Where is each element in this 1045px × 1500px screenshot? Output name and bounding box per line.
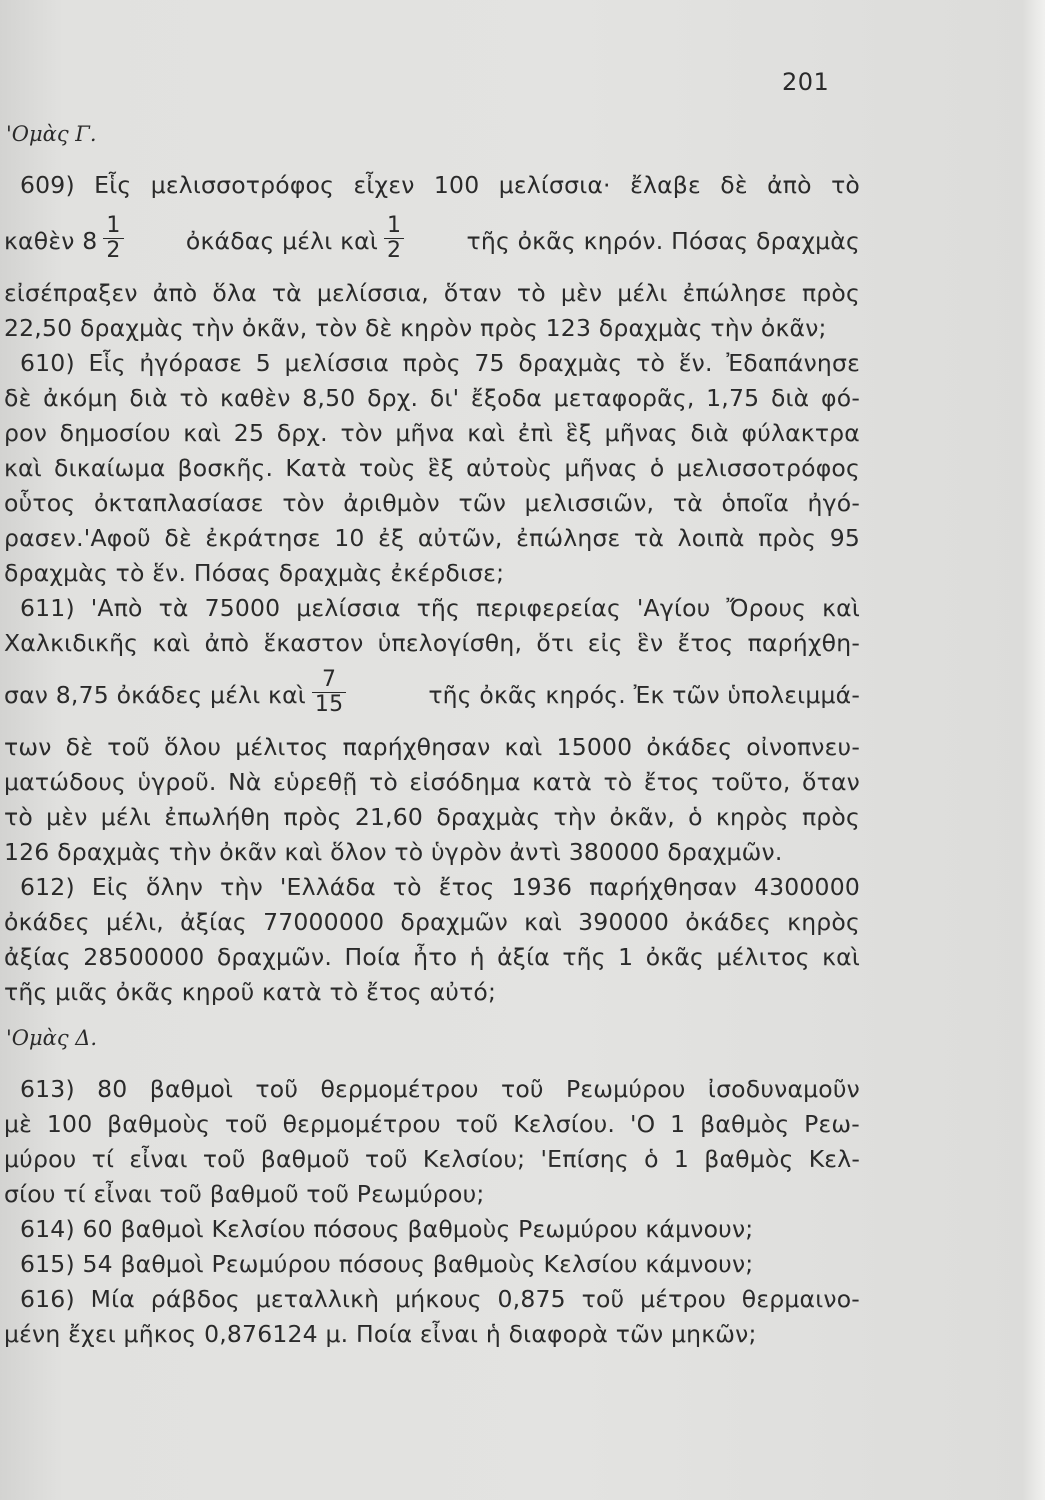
- problem-609-line-1: 609) Εἷς μελισσοτρόφος εἶχεν 100 μελίσσια· ἔλαβε δὲ ἀπὸ τὸ: [20, 171, 860, 199]
- fraction-denominator: 2: [384, 238, 404, 263]
- page-number: 201: [782, 68, 830, 96]
- problem-611-line-3-part-a: [4, 660, 352, 730]
- problem-613-line-2: μὲ 100 βαθμοὺς τοῦ θερμομέτρου τοῦ Κελσίου. 'Ο 1 βαθμὸς Ρεω-: [4, 1110, 860, 1138]
- problem-613-line-3: μύρου τί εἶναι τοῦ βαθμοῦ τοῦ Κελσίου; 'Επίσης ὁ 1 βαθμὸς Κελ-: [4, 1145, 860, 1173]
- problem-609-line-4: 22,50 δραχμὰς τὴν ὀκᾶν, τὸν δὲ κηρὸν πρὸς 123 δραχμὰς τὴν ὀκᾶν;: [4, 314, 827, 342]
- problem-616-line-1: 616) Μία ράβδος μεταλλικὴ μήκους 0,875 τοῦ μέτρου θερμαινο-: [20, 1285, 860, 1313]
- problem-611-text-b: τῆς ὀκᾶς κηρός. Ἐκ τῶν ὑπολειμμά-: [428, 681, 860, 709]
- problem-612-line-3: ἀξίας 28500000 δραχμῶν. Ποία ἦτο ἡ ἀξία τῆς 1 ὀκᾶς μέλιτος καὶ: [4, 943, 860, 971]
- problem-610-line-6: ρασεν.'Αφοῦ δὲ ἐκράτησε 10 ἐξ αὐτῶν, ἐπώλησε τὰ λοιπὰ πρὸς 95: [4, 524, 860, 552]
- problem-611-line-7: 126 δραχμὰς τὴν ὀκᾶν καὶ ὅλον τὸ ὑγρὸν ἀντὶ 380000 δραχμῶν.: [4, 838, 783, 866]
- problem-613-line-4: σίου τί εἶναι τοῦ βαθμοῦ τοῦ Ρεωμύρου;: [4, 1180, 485, 1208]
- problem-612-line-1: 612) Εἰς ὅλην τὴν 'Ελλάδα τὸ ἔτος 1936 παρήχθησαν 4300000: [20, 873, 860, 901]
- problem-610-line-5: οὗτος ὀκταπλασίασε τὸν ἀριθμὸν τῶν μελισσιῶν, τὰ ὁποῖα ἠγό-: [4, 489, 860, 517]
- problem-609-text-c: τῆς ὀκᾶς κηρόν. Πόσας δραχμὰς: [466, 227, 860, 255]
- problem-611-line-6: τὸ μὲν μέλι ἐπωλήθη πρὸς 21,60 δραχμὰς τὴν ὀκᾶν, ὁ κηρὸς πρὸς: [4, 803, 860, 831]
- problem-612-line-4: τῆς μιᾶς ὀκᾶς κηροῦ κατὰ τὸ ἔτος αὐτό;: [4, 978, 497, 1006]
- problem-609-line-3: εἰσέπραξεν ἀπὸ ὅλα τὰ μελίσσια, ὅταν τὸ μὲν μέλι ἐπώλησε πρὸς: [4, 279, 860, 307]
- problem-612-line-2: ὀκάδες μέλι, ἀξίας 77000000 δραχμῶν καὶ 390000 ὀκάδες κηρὸς: [4, 908, 860, 936]
- problem-609-text-a: καθὲν 8: [4, 227, 98, 255]
- group-d-heading: 'Ομὰς Δ.: [6, 1026, 98, 1050]
- fraction-numerator: 1: [106, 212, 121, 238]
- fraction-denominator: 2: [103, 238, 123, 263]
- problem-611-line-4: των δὲ τοῦ ὅλου μέλιτος παρήχθησαν καὶ 15000 ὀκάδες οἰνοπνευ-: [4, 733, 860, 761]
- problem-611-line-5: ματώδους ὑγροῦ. Νὰ εὑρεθῇ τὸ εἰσόδημα κατὰ τὸ ἔτος τοῦτο, ὅταν: [4, 768, 860, 796]
- problem-610-line-2: δὲ ἀκόμη διὰ τὸ καθὲν 8,50 δρχ. δι' ἔξοδα μεταφορᾶς, 1,75 διὰ φό-: [4, 384, 860, 412]
- problem-610-line-3: ρον δημοσίου καὶ 25 δρχ. τὸν μῆνα καὶ ἐπὶ ἓξ μῆνας διὰ φύλακτρα: [4, 419, 860, 447]
- page-edge: [1023, 0, 1045, 1500]
- problem-609-line-2: [4, 206, 860, 276]
- group-c-heading: 'Ομὰς Γ.: [6, 122, 97, 146]
- problem-611-text-a: σαν 8,75 ὀκάδες μέλι καὶ: [4, 681, 306, 709]
- problem-609-text-b: ὀκάδας μέλι καὶ: [185, 227, 378, 255]
- fraction-numerator: 1: [387, 212, 402, 238]
- problem-610-line-7: δραχμὰς τὸ ἕν. Πόσας δραχμὰς ἐκέρδισε;: [4, 559, 505, 587]
- problem-615-line-1: 615) 54 βαθμοὶ Ρεωμύρου πόσους βαθμοὺς Κελσίου κάμνουν;: [20, 1250, 754, 1278]
- problem-611-line-3: [4, 660, 860, 730]
- fraction-denominator: 15: [312, 692, 346, 717]
- problem-611-line-1: 611) 'Απὸ τὰ 75000 μελίσσια τῆς περιφερείας 'Αγίου Ὄρους καὶ: [20, 594, 860, 622]
- problem-609-line-2-part-a: [4, 206, 130, 276]
- problem-611-line-2: Χαλκιδικῆς καὶ ἀπὸ ἕκαστον ὑπελογίσθη, ὅτι εἰς ἓν ἔτος παρήχθη-: [4, 629, 860, 657]
- problem-614-line-1: 614) 60 βαθμοὶ Κελσίου πόσους βαθμοὺς Ρεωμύρου κάμνουν;: [20, 1215, 754, 1243]
- fraction-numerator: 7: [322, 666, 337, 692]
- problem-613-line-1: 613) 80 βαθμοὶ τοῦ θερμομέτρου τοῦ Ρεωμύρου ἰσοδυναμοῦν: [20, 1075, 860, 1103]
- problem-610-line-1: 610) Εἷς ἠγόρασε 5 μελίσσια πρὸς 75 δραχμὰς τὸ ἕν. Ἐδαπάνησε: [20, 349, 860, 377]
- fraction-one-half: [384, 214, 404, 263]
- problem-610-line-4: καὶ δικαίωμα βοσκῆς. Κατὰ τοὺς ἓξ αὐτοὺς μῆνας ὁ μελισσοτρόφος: [4, 454, 860, 482]
- fraction-one-half: [103, 214, 123, 263]
- fraction-seven-fifteenths: [312, 668, 346, 717]
- problem-616-line-2: μένη ἔχει μῆκος 0,876124 μ. Ποία εἶναι ἡ διαφορὰ τῶν μηκῶν;: [4, 1320, 757, 1348]
- problem-609-line-2-part-b: [186, 206, 410, 276]
